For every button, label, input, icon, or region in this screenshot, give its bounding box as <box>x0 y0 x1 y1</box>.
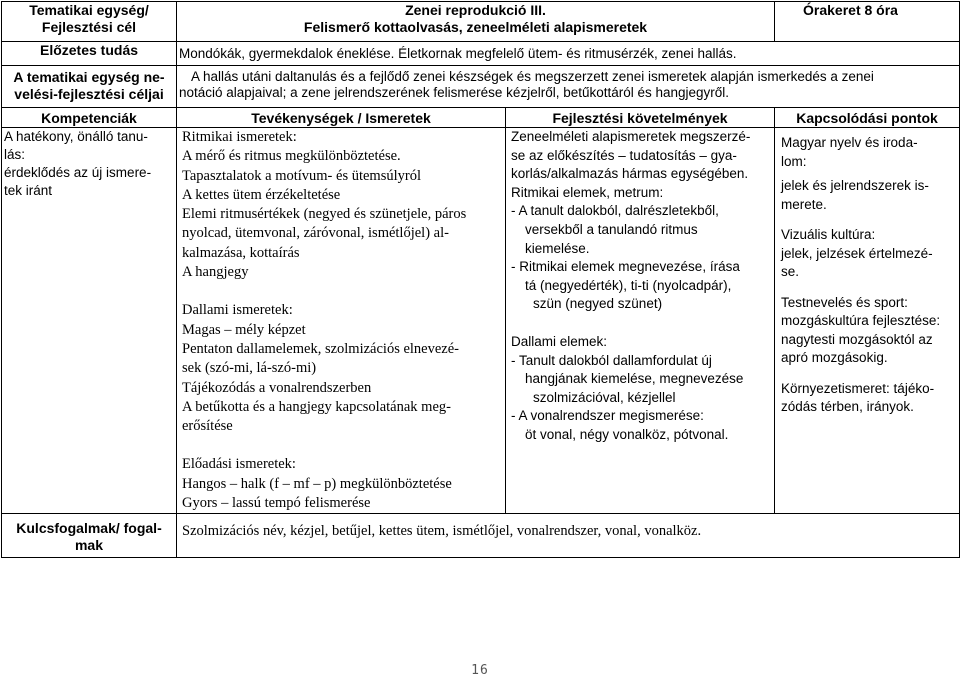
connections-cell <box>775 128 960 514</box>
hours-label: Órakeret 8 óra <box>775 2 960 42</box>
performance-knowledge: Előadási ismeretek: Hangos – halk (f – mf – p) megkülönböztetése Gyors – lassú tempó felismerése <box>182 456 452 512</box>
col-header-connections: Kapcsolódási pontok <box>775 108 960 128</box>
activities-cell <box>177 128 506 514</box>
unit-title-cell <box>177 2 775 42</box>
melody-knowledge: Dallami ismeretek: Magas – mély képzet Pentaton dallamelemek, szolmizációs elnevezé- sek (szó-mi, lá-szó-mi) Tájékozódás a vonalrendszerben A betűkotta és a hangjegy kapcsolatának meg- erősítése <box>182 302 459 435</box>
unit-subtitle: Felismerő kottaolvasás, zeneelméleti alapismeretek <box>303 19 648 35</box>
goals-label: A tematikai egység ne- velési-fejlesztési céljai <box>2 66 177 108</box>
prior-knowledge-label: Előzetes tudás <box>2 42 177 66</box>
unit-title: Zenei reprodukció III. <box>405 2 546 18</box>
connection-pe: Testnevelés és sport: mozgáskultúra fejlesztése: nagytesti mozgásoktól az apró mozgásokig. <box>781 294 941 365</box>
competencies-cell: A hatékony, önálló tanu- lás: érdeklődés az új ismere- tek iránt <box>2 128 177 514</box>
prior-knowledge-text: Mondókák, gyermekdalok éneklése. Életkornak megfelelő ütem- és ritmusérzék, zenei hallás. <box>177 42 960 66</box>
goals-text: A hallás utáni daltanulás és a fejlődő zenei készségek és megszerzett zenei ismeretek alapján ismerkedés a zenei notáció alapjaival; a zene jelrendszerének felismerése kézjelről, betűkottáról és hangjegyről. <box>177 66 960 108</box>
col-header-competencies: Kompetenciák <box>2 108 177 128</box>
col-header-requirements: Fejlesztési követelmények <box>506 108 775 128</box>
curriculum-table <box>1 1 960 558</box>
connection-hungarian: Magyar nyelv és iroda- lom: jelek és jelrendszerek is- merete. <box>781 135 929 212</box>
unit-label: Tematikai egység/ Fejlesztési cél <box>2 2 177 42</box>
page-number: 16 <box>471 663 489 678</box>
requirements-rhythm: Zeneelméleti alapismeretek megszerzé- se az előkészítés – tudatosítás – gya- korlás/alkalmazás hármas egységében. Ritmikai elemek, metrum: - A tanult dalokból, dalrészletekből, versekből a tanulandó ritmus kiemelése. - Ritmikai elemek megnevezése, írása tá (negyedérték), ti-ti (nyolcadpár), szün (negyed szünet) <box>511 129 751 312</box>
requirements-cell <box>506 128 775 514</box>
col-header-activities: Tevékenységek / Ismeretek <box>177 108 506 128</box>
keywords-label: Kulcsfogalmak/ fogal- mak <box>2 514 177 558</box>
rhythm-knowledge: Ritmikai ismeretek: A mérő és ritmus megkülönböztetése. Tapasztalatok a motívum- és ütemsúlyról A kettes ütem érzékeltetése Elemi ritmusértékek (negyed és szünetjele, páros nyolcad, ütemvonal, záróvonal, ismétlőjel) al- kalmazása, kottaírás A hangjegy <box>182 129 467 281</box>
requirements-melody: Dallami elemek: - Tanult dalokból dallamfordulat új hangjának kiemelése, megnevezése szolmizációval, kézjellel - A vonalrendszer megismerése: öt vonal, négy vonalköz, pótvonal. <box>511 333 744 442</box>
connection-visual: Vizuális kultúra: jelek, jelzések értelmezé- se. <box>781 227 933 279</box>
connection-environment: Környezetismeret: tájéko- zódás térben, irányok. <box>781 380 935 414</box>
keywords-text: Szolmizációs név, kézjel, betűjel, kettes ütem, ismétlőjel, vonalrendszer, vonal, vonalköz. <box>177 514 960 558</box>
